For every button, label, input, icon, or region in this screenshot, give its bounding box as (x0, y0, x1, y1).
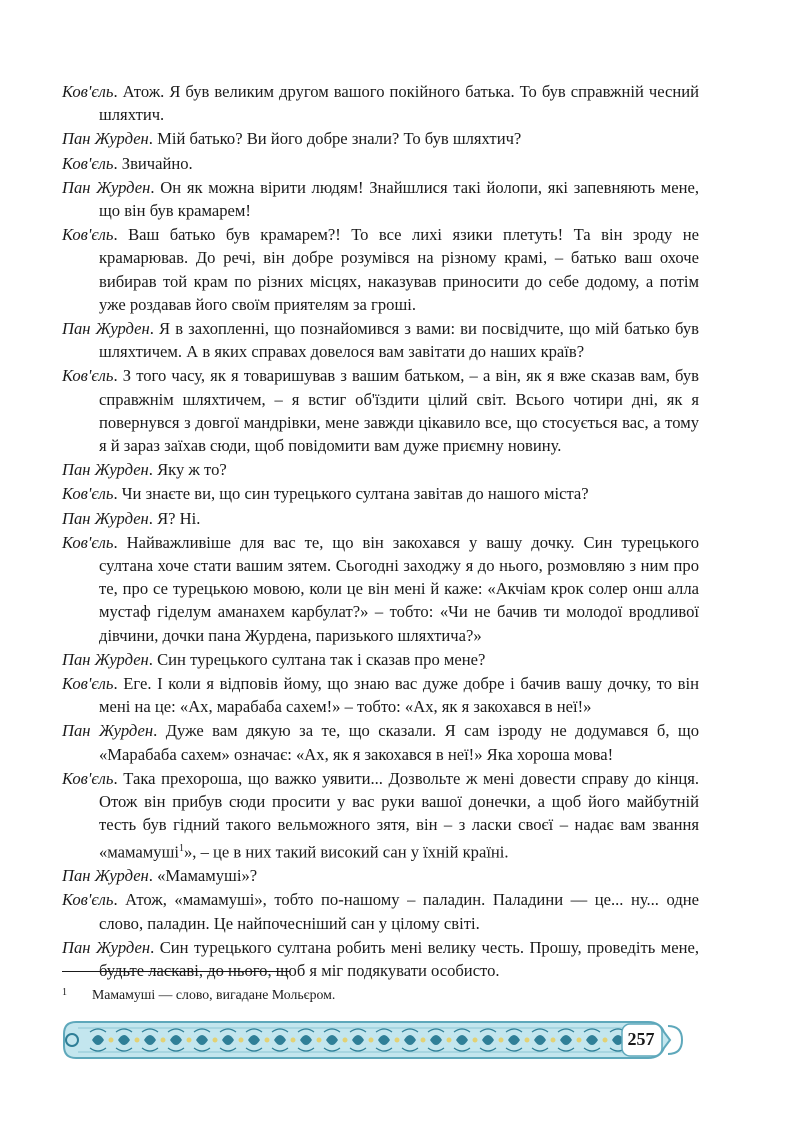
footnote-divider (62, 971, 290, 972)
dialogue-line (62, 531, 699, 647)
line-text: Я в захопленні, що познайомився з вами: ви посвідчите, що мій батько був шляхтичем. А в яких справах довелося вам завітати до наших країв? (99, 319, 699, 362)
speaker-separator: . (148, 460, 158, 480)
ornament-dot-icon (369, 1038, 374, 1043)
speaker-name: Ков'єль (62, 225, 114, 245)
dialogue-line (62, 458, 699, 481)
ornament-dot-icon (161, 1038, 166, 1043)
speaker-separator: . (113, 532, 127, 552)
speaker-name: Пан Журден (62, 129, 149, 149)
ornament-dot-icon (447, 1038, 452, 1043)
ornament-dot-icon (187, 1038, 192, 1043)
ornament-dot-icon (291, 1038, 296, 1043)
dialogue-line (62, 317, 699, 363)
speaker-separator: . (113, 153, 122, 173)
speaker-name: Пан Журден (62, 721, 154, 741)
speaker-name: Пан Журден (62, 866, 149, 886)
ornament-dot-icon (603, 1038, 608, 1043)
footnote-reference: 1 (179, 842, 184, 854)
line-text: Мій батько? Ви його добре знали? То був шляхтич? (157, 129, 522, 149)
speaker-name: Ков'єль (62, 890, 114, 910)
speaker-separator: . (113, 674, 124, 694)
speaker-separator: . (148, 129, 158, 149)
ornament-dot-icon (473, 1038, 478, 1043)
line-text: Чи знаєте ви, що син турецького султана завітав до нашого міста? (121, 484, 589, 504)
speaker-separator: . (150, 177, 161, 197)
ornament-dot-icon (395, 1038, 400, 1043)
speaker-name: Ков'єль (62, 153, 114, 173)
ornament-dot-icon (135, 1038, 140, 1043)
speaker-separator: . (113, 890, 126, 910)
dialogue-line (62, 80, 699, 126)
line-text: Яку ж то? (157, 460, 227, 480)
footnote (62, 984, 662, 1004)
line-text: Син турецького султана так і сказав про мене? (157, 649, 486, 669)
speaker-separator: . (150, 937, 160, 957)
dialogue-line (62, 482, 699, 505)
ornament-dot-icon (109, 1038, 114, 1043)
speaker-name: Пан Журден (62, 508, 149, 528)
ornament-dot-icon (577, 1038, 582, 1043)
dialogue-line (62, 127, 699, 150)
dialogue-line (62, 672, 699, 718)
speaker-name: Пан Журден (62, 177, 151, 197)
line-text: Найважливіше для вас те, що він закохався у вашу дочку. Син турецького султана хоче стати вашим зятем. Сьогодні заходжу я до нього, розмовляю з ним про те, про се турецькою мовою, коли це він мені й каже: «Акчіам крок солер онш алла мустаф гіделум аманахем карбулат?» – тобто: «Чи не бачив ти молодої вродливої дівчини, дочки пана Журдена, паризького шляхтича?» (99, 532, 700, 645)
line-text: Он як можна вірити людям! Знайшлися такі йолопи, які запевняють мене, що він був крамарем! (99, 177, 699, 221)
speaker-separator: . (148, 508, 158, 528)
dialogue-line (62, 888, 699, 934)
speaker-name: Ков'єль (62, 82, 114, 101)
dialogue-line (62, 864, 699, 887)
page-number: 257 (627, 1029, 655, 1049)
line-text: «Мамамуші»? (157, 866, 258, 886)
ornament-dot-icon (421, 1038, 426, 1043)
dialogue-line (62, 364, 699, 457)
line-text: Син турецького султана робить мені велику честь. Прошу, проведіть мене, будьте ласкаві, до нього, щоб я міг подякувати особисто. (99, 937, 700, 981)
speaker-separator: . (153, 721, 166, 741)
decorative-ornament-band (58, 1016, 694, 1064)
ornament-dot-icon (343, 1038, 348, 1043)
line-text: Дуже вам дякую за те, що сказали. Я сам ізроду не додумався б, що «Марабаба сахем» означає: «Ах, як я закохався в неї!» Яка хороша мова! (99, 721, 699, 764)
speaker-name: Пан Журден (62, 319, 150, 339)
dialogue-line (62, 767, 699, 863)
dialogue-line (62, 223, 699, 316)
line-text-continued: », – це в них такий високий сан у їхній країні. (184, 842, 509, 862)
line-text: Я? Ні. (157, 508, 201, 528)
line-text: Атож, «мамамуші», тобто по-нашому – паладин. Паладини — це... ну... одне слово, паладин. Це найпочесніший сан у цілому світі. (99, 890, 700, 933)
speaker-separator: . (113, 82, 123, 101)
speaker-name: Пан Журден (62, 649, 149, 669)
speaker-name: Ков'єль (62, 366, 114, 386)
line-text: З того часу, як я товаришував з вашим батьком, – а він, як я вже сказав вам, був справжнім шляхтичем, – я встиг об'їздити цілий світ. Всього чотири дні, як я повернувся з довгої мандрівки, мене завжди цікавило все, що стосується вас, а тому я й зараз заїхав сюди, щоб повідомити вам дуже приємну новину. (99, 366, 699, 456)
ornament-dot-icon (525, 1038, 530, 1043)
dialogue-line (62, 176, 699, 222)
ornament-dot-icon (265, 1038, 270, 1043)
speaker-separator: . (149, 319, 160, 339)
ornament-dot-icon (239, 1038, 244, 1043)
line-text: Така прехороша, що важко уявити... Дозвольте ж мені довести справу до кінця. Отож він прибув сюди просити у вас руки вашої донечки, а щоб його майбутній тесть був гідний такого вельможного зятя, він – з ласки своєї – надає вам звання «мамамуші (99, 768, 700, 862)
dialogue-line (62, 936, 699, 982)
speaker-separator: . (113, 484, 122, 504)
line-text: Звичайно. (121, 153, 193, 173)
line-text: Ваш батько був крамарем?! То все лихі язики плетуть! Та він зроду не крамарював. До речі, він добре розумівся на різному крамі, – батько ваш охоче вибирав той крам по різних місцях, наказував приносити до себе додому, а потім уже роздавав його своїм приятелям за гроші. (99, 225, 699, 314)
ornament-dot-icon (551, 1038, 556, 1043)
ornament-dot-icon (499, 1038, 504, 1043)
dialogue-line (62, 648, 699, 671)
speaker-separator: . (113, 225, 129, 245)
line-text: Атож. Я був великим другом вашого покійного батька. То був справжній чесний шляхтич. (99, 82, 699, 125)
footnote-mark: 1 (62, 987, 67, 998)
footnote-text: Мамамуші — слово, вигадане Мольєром. (92, 987, 336, 1002)
ornament-dot-icon (213, 1038, 218, 1043)
speaker-name: Пан Журден (62, 460, 149, 480)
line-text: Еге. І коли я відповів йому, що знаю вас дуже добре і бачив вашу дочку, то він мені на це: «Ах, марабаба сахем!» – тобто: «Ах, як я закохався в неї!» (99, 674, 700, 717)
speaker-separator: . (113, 768, 124, 788)
dialogue-line (62, 719, 699, 765)
speaker-name: Ков'єль (62, 674, 114, 694)
speaker-name: Ков'єль (62, 768, 114, 788)
speaker-name: Ков'єль (62, 532, 114, 552)
speaker-separator: . (113, 366, 123, 386)
speaker-name: Ков'єль (62, 484, 114, 504)
speaker-separator: . (148, 866, 158, 886)
dialogue-text (62, 80, 699, 983)
speaker-name: Пан Журден (62, 937, 151, 957)
ornament-dot-icon (317, 1038, 322, 1043)
speaker-separator: . (148, 649, 158, 669)
dialogue-line (62, 507, 699, 530)
dialogue-line (62, 152, 699, 175)
